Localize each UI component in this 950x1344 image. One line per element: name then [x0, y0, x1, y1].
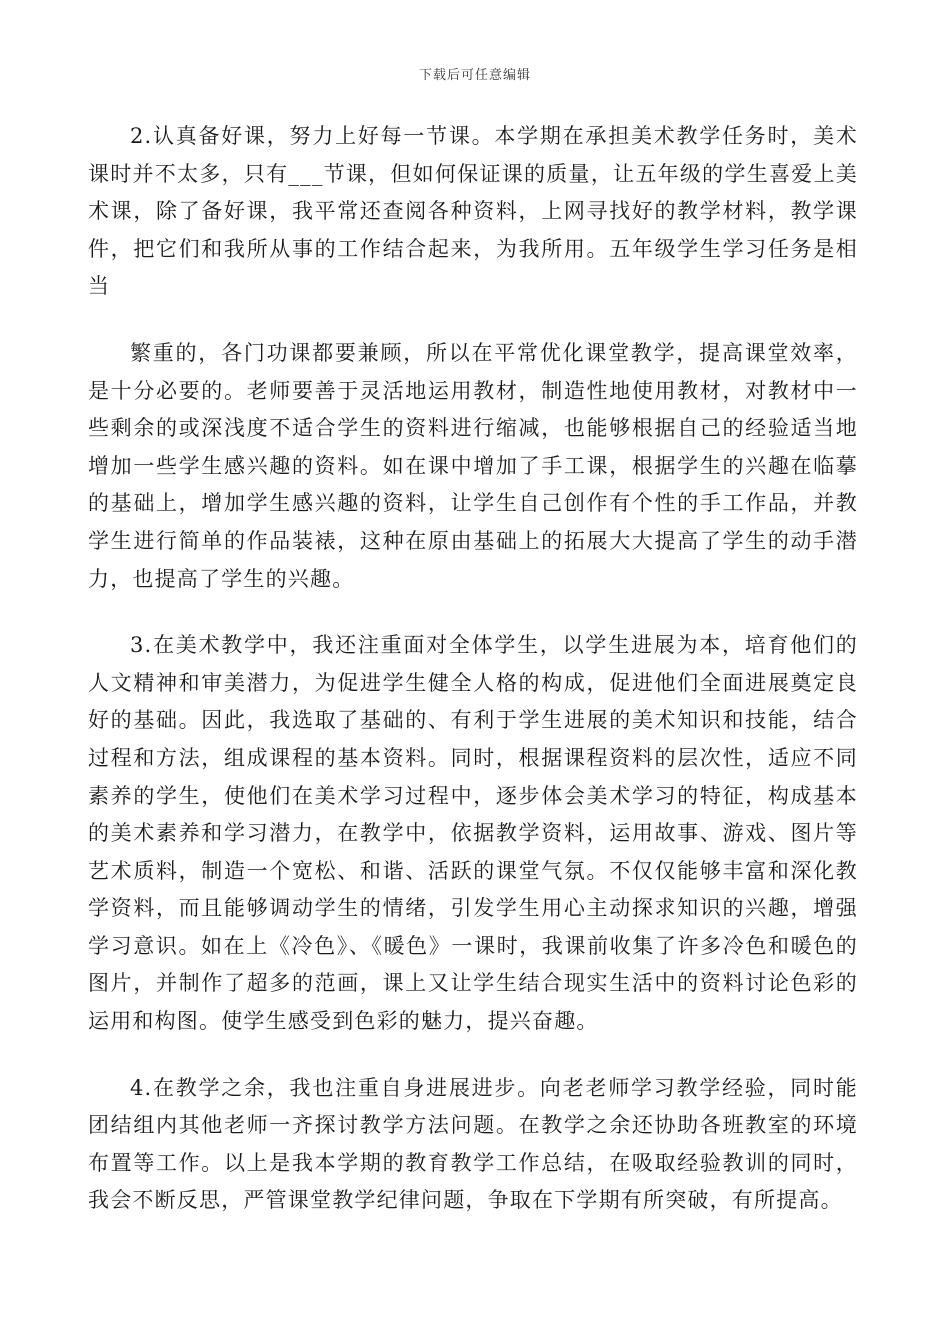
document-body: [88, 118, 858, 1249]
paragraph-student-development: 3.在美术教学中，我还注重面对全体学生，以学生进展为本，培育他们的人文精神和审美潜力，为促进学生健全人格的构成，促进他们全面进展奠定良好的基础。因此，我选取了基础的、有利于学生进展的美术知识和技能，结合过程和方法，组成课程的基本资料。同时，根据课程资料的层次性，适应不同素养的学生，使他们在美术学习过程中，逐步体会美术学习的特征，构成基本的美术素养和学习潜力，在教学中，依据教学资料，运用故事、游戏、图片等艺术质料，制造一个宽松、和谐、活跃的课堂气氛。不仅仅能够丰富和深化教学资料，而且能够调动学生的情绪，引发学生用心主动探求知识的兴趣，增强学习意识。如在上《冷色》、《暖色》一课时，我课前收集了许多冷色和暖色的图片，并制作了超多的范画，课上又让学生结合现实生活中的资料讨论色彩的运用和构图。使学生感受到色彩的魅力，提兴奋趣。: [88, 633, 858, 1034]
paragraph-lesson-preparation: 2.认真备好课，努力上好每一节课。本学期在承担美术教学任务时，美术课时并不太多，只有___节课，但如何保证课的质量，让五年级的学生喜爱上美术课，除了备好课，我平常还查阅各种资料，上网寻找好的教学材料，教学课件，把它们和我所从事的工作结合起来，为我所用。五年级学生学习任务是相当: [88, 124, 858, 299]
page-header-note: 下载后可任意编辑: [418, 68, 531, 83]
paragraph-classroom-efficiency: 繁重的，各门功课都要兼顾，所以在平常优化课堂教学，提高课堂效率，是十分必要的。老师要善于灵活地运用教材，制造性地使用教材，对教材中一些剩余的或深浅度不适合学生的资料进行缩减，也能够根据自己的经验适当地增加一些学生感兴趣的资料。如在课中增加了手工课，根据学生的兴趣在临摹的基础上，增加学生感兴趣的资料，让学生自己创作有个性的手工作品，并教学生进行简单的作品装裱，这种在原由基础上的拓展大大提高了学生的动手潜力，也提高了学生的兴趣。: [88, 340, 858, 591]
paragraph-self-improvement: 4.在教学之余，我也注重自身进展进步。向老老师学习教学经验，同时能团结组内其他老师一齐探讨教学方法问题。在教学之余还协助各班教室的环境布置等工作。以上是我本学期的教育教学工作总结，在吸取经验教训的同时，我会不断反思，严管课堂教学纪律问题，争取在下学期有所突破，有所提高。: [88, 1075, 858, 1213]
